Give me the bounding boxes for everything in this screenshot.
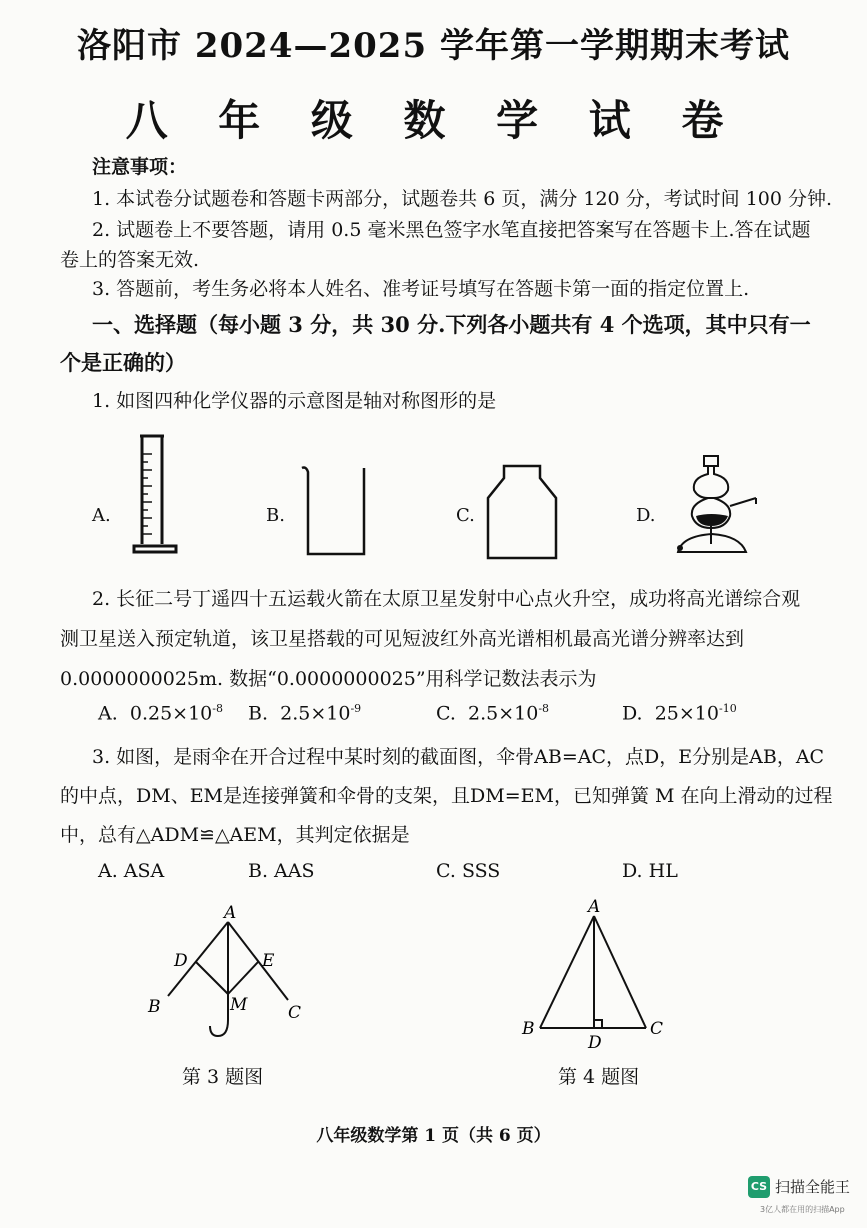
- camscanner-logo-icon: CS: [748, 1176, 770, 1198]
- bottle-figure: [484, 462, 560, 562]
- q1-label-a: A.: [92, 505, 111, 526]
- distillation-apparatus-figure: [672, 452, 768, 562]
- q3-option-b: B. AAS: [248, 860, 315, 882]
- fig3-point-d: D: [174, 951, 188, 971]
- beaker-figure: [298, 462, 370, 558]
- notice-item-3: 3. 答题前，考生务必将本人姓名、准考证号填写在答题卡第一面的指定位置上.: [92, 278, 750, 300]
- fig4-point-d: D: [588, 1033, 602, 1053]
- fig4-point-b: B: [522, 1019, 535, 1039]
- q3-stem-line1: 3. 如图，是雨伞在开合过程中某时刻的截面图，伞骨AB=AC，点D，E分别是AB，AC: [92, 746, 825, 768]
- umbrella-figure: [140, 900, 320, 1050]
- q2-option-a: A. $0.25\times 10^{-8}$: [98, 702, 223, 725]
- camscanner-name: 扫描全能王: [775, 1178, 851, 1196]
- fig3-point-e: E: [262, 951, 275, 971]
- camscanner-tagline: 3亿人都在用的扫描App: [760, 1205, 845, 1214]
- notice-item-2-cont: 卷上的答案无效.: [60, 249, 200, 271]
- section-heading-cont: 个是正确的）: [60, 350, 186, 375]
- q2-stem-line2: 测卫星送入预定轨道，该卫星搭载的可见短波红外高光谱相机最高光谱分辨率达到: [60, 628, 745, 650]
- exam-title: 洛阳市 2024—2025 学年第一学期期末考试: [77, 26, 790, 66]
- page-footer: 八年级数学第 1 页（共 6 页）: [316, 1126, 551, 1146]
- graduated-cylinder-figure: [128, 432, 184, 556]
- fig3-point-c: C: [288, 1003, 302, 1023]
- q1-label-d: D.: [636, 505, 656, 526]
- fig4-caption: 第 4 题图: [558, 1066, 640, 1088]
- section-heading: 一、选择题（每小题 3 分，共 30 分.下列各小题共有 4 个选项，其中只有一: [92, 312, 811, 337]
- triangle-figure: [514, 894, 674, 1054]
- notice-heading: 注意事项：: [92, 156, 188, 178]
- notice-item-1: 1. 本试卷分试题卷和答题卡两部分，试题卷共 6 页，满分 120 分，考试时间 100 分钟.: [92, 188, 833, 210]
- q1-stem: 1. 如图四种化学仪器的示意图是轴对称图形的是: [92, 390, 497, 412]
- fig3-point-m: M: [230, 995, 248, 1015]
- q3-option-a: A. ASA: [98, 860, 165, 882]
- q2-option-d: D. $25\times 10^{-10}$: [622, 702, 737, 725]
- fig4-point-c: C: [650, 1019, 664, 1039]
- fig3-caption: 第 3 题图: [182, 1066, 264, 1088]
- fig3-point-a: A: [224, 903, 237, 923]
- exam-subtitle: 八 年 级 数 学 试 卷: [125, 96, 742, 145]
- q3-stem-line3: 中，总有△ADM≌△AEM，其判定依据是: [60, 824, 410, 846]
- fig3-point-b: B: [148, 997, 161, 1017]
- q1-label-c: C.: [456, 505, 475, 526]
- q3-option-c: C. SSS: [436, 860, 501, 882]
- q3-stem-line2: 的中点，DM、EM是连接弹簧和伞骨的支架，且DM=EM，已知弹簧 M 在向上滑动的过程: [60, 785, 833, 807]
- q1-label-b: B.: [266, 505, 285, 526]
- q2-option-c: C. $2.5\times 10^{-8}$: [436, 702, 550, 725]
- q2-option-b: B. $2.5\times 10^{-9}$: [248, 702, 362, 725]
- notice-item-2: 2. 试题卷上不要答题，请用 0.5 毫米黑色签字水笔直接把答案写在答题卡上.答在试题: [92, 219, 811, 241]
- fig4-point-a: A: [588, 897, 601, 917]
- q3-option-d: D. HL: [622, 860, 678, 882]
- q2-stem-line3: 0.0000000025m. 数据“0.0000000025”用科学记数法表示为: [60, 668, 597, 690]
- q2-stem-line1: 2. 长征二号丁遥四十五运载火箭在太原卫星发射中心点火升空，成功将高光谱综合观: [92, 588, 801, 610]
